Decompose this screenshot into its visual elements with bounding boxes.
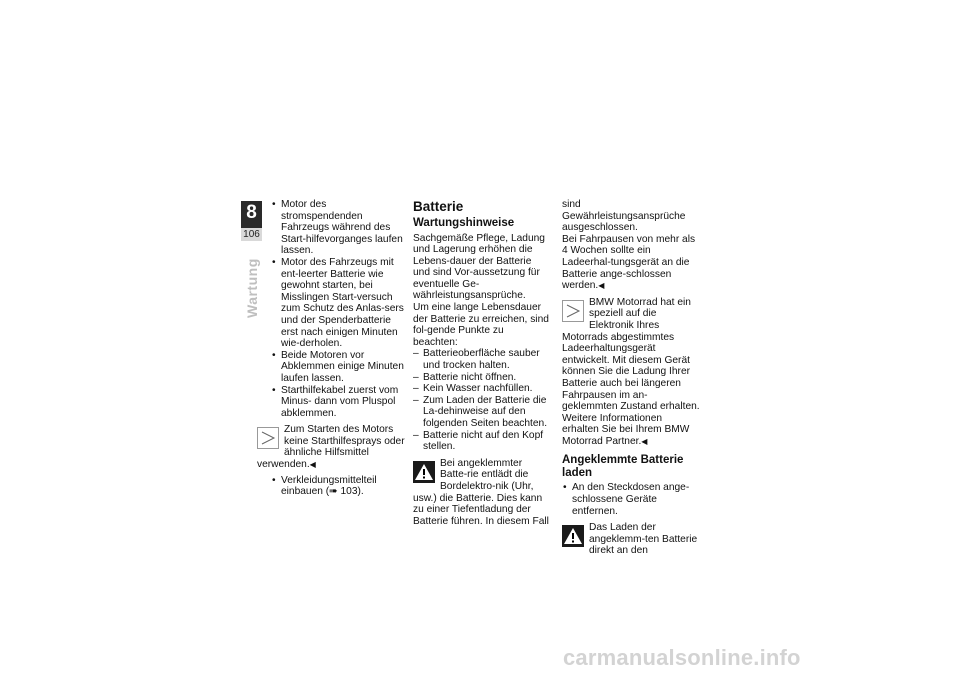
warning-icon bbox=[562, 525, 584, 547]
list-item: • Motor des stromspendenden Fahrzeugs während des Start-hilfevorganges laufen lassen. bbox=[271, 199, 407, 257]
list-item: • Verkleidungsmittelteil einbauen (➠ 103). bbox=[271, 475, 407, 498]
info-note bbox=[257, 424, 407, 470]
column-left bbox=[257, 199, 407, 498]
note-text: BMW Motorrad hat ein speziell auf die Elektronik Ihres Motorrads abgestimmtes Ladeerhaltungsgerät entwickelt. Mit diesem Gerät können Sie die Ladung Ihrer Batterie auch bei längeren Fahrpausen im an-geklemmten Zustand erhalten. Weitere Informationen erhalten Sie bei Ihrem BMW Motorrad Partner. bbox=[562, 296, 700, 447]
warning-text: Bei angeklemmter Batte-rie entlädt die Bordelektro-nik (Uhr, usw.) die Batterie. Dies kann zu einer Tiefentladung der Batterie führen. In diesem Fall bbox=[413, 457, 549, 527]
section-title: Batterie bbox=[413, 199, 464, 214]
info-triangle-icon bbox=[562, 300, 584, 322]
column-right bbox=[562, 199, 700, 561]
warning-note bbox=[562, 522, 700, 557]
paragraph: Sachgemäße Pflege, Ladung und Lagerung erhöhen die Lebens-dauer der Batterie und sind Vor-aussetzung für eventuelle Ge-währleistungsansprüche. bbox=[413, 232, 545, 302]
note-text: Zum Starten des Motors keine Starthilfesprays oder ähnliche Hilfsmittel verwenden. bbox=[257, 424, 405, 471]
chapter-tab bbox=[241, 201, 262, 241]
list-item: – Zum Laden der Batterie die La-dehinweise auf den folgenden Seiten beachten. bbox=[413, 395, 551, 430]
warning-icon bbox=[413, 461, 435, 483]
list-item: – Batterie nicht auf den Kopf stellen. bbox=[413, 430, 551, 453]
list-item: • Motor des Fahrzeugs mit ent-leerter Batterie wie gewohnt starten, bei Misslingen Start-versuch zum Schutz des Anlas-sers und der Spenderbatterie erst nach einigen Minuten wie-derholen. bbox=[271, 257, 407, 350]
paragraph: Um eine lange Lebensdauer der Batterie zu erreichen, sind fol-gende Punkte zu beachten: bbox=[413, 302, 549, 348]
info-note bbox=[562, 297, 700, 448]
section-label: Wartung bbox=[244, 258, 260, 318]
list-item: – Batterie nicht öffnen. bbox=[413, 372, 551, 384]
list-item: – Batterieoberfläche sauber und trocken halten. bbox=[413, 348, 551, 371]
info-triangle-icon bbox=[257, 427, 279, 449]
list-item: • An den Steckdosen ange-schlossene Geräte entfernen. bbox=[562, 482, 700, 517]
paragraph: sind Gewährleistungsansprüche ausgeschlossen. bbox=[562, 199, 686, 234]
subsection-title: Angeklemmte Batterie laden bbox=[562, 454, 684, 479]
list-item: • Starthilfekabel zuerst vom Minus- dann vom Pluspol abklemmen. bbox=[271, 385, 407, 420]
warning-text: Das Laden der angeklemm-ten Batterie direkt an den bbox=[589, 522, 698, 557]
end-mark-icon: ◀ bbox=[598, 281, 605, 291]
watermark: carmanualsonline.info bbox=[563, 645, 801, 670]
list-item: – Kein Wasser nachfüllen. bbox=[413, 383, 551, 395]
list-item: • Beide Motoren vor Abklemmen einige Minuten laufen lassen. bbox=[271, 350, 407, 385]
warning-note bbox=[413, 458, 551, 528]
paragraph bbox=[562, 234, 700, 292]
paragraph-text: Bei Fahrpausen von mehr als 4 Wochen sollte ein Ladeerhal-tungsgerät an die Batterie ange-schlossen werden. bbox=[562, 233, 696, 292]
column-middle bbox=[413, 199, 551, 531]
end-mark-icon: ◀ bbox=[641, 436, 648, 446]
subsection-title: Wartungshinweise bbox=[413, 217, 515, 229]
chapter-number: 8 bbox=[246, 202, 257, 223]
end-mark-icon: ◀ bbox=[309, 460, 316, 470]
page-number: 106 bbox=[241, 228, 262, 241]
